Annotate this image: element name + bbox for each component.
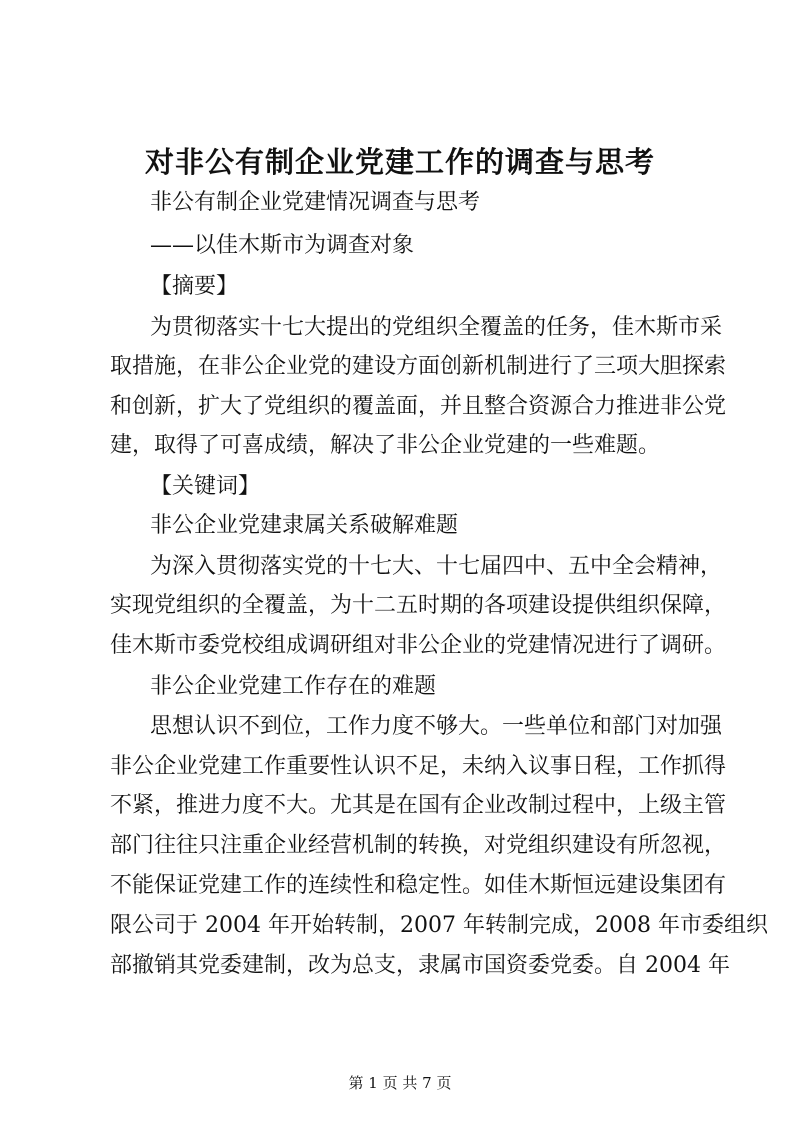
intro-line: 实现党组织的全覆盖，为十二五时期的各项建设提供组织保障， (110, 593, 727, 618)
body-line: 部门往往只注重企业经营机制的转换，对党组织建设有所忽视， (110, 833, 727, 858)
body-line: 不能保证党建工作的连续性和稳定性。如佳木斯恒远建设集团有 (110, 873, 727, 898)
abstract-line: 和创新，扩大了党组织的覆盖面，并且整合资源合力推进非公党 (110, 394, 727, 419)
subtitle-secondary: ——以佳木斯市为调查对象 (150, 233, 415, 258)
keywords-heading: 【关键词】 (150, 474, 261, 499)
page-footer: 第 1 页 共 7 页 (348, 1074, 452, 1092)
body-line: 不紧，推进力度不大。尤其是在国有企业改制过程中，上级主管 (110, 793, 727, 818)
body-line: 思想认识不到位，工作力度不够大。一些单位和部门对加强 (150, 714, 723, 739)
document-title: 对非公有制企业党建工作的调查与思考 (144, 145, 655, 179)
intro-line: 为深入贯彻落实党的十七大、十七届四中、五中全会精神， (150, 554, 723, 579)
abstract-heading: 【摘要】 (150, 274, 239, 299)
subtitle: 非公有制企业党建情况调查与思考 (150, 190, 481, 215)
intro-line: 佳木斯市委党校组成调研组对非公企业的党建情况进行了调研。 (110, 633, 727, 658)
abstract-line: 建，取得了可喜成绩，解决了非公企业党建的一些难题。 (110, 433, 661, 458)
keywords: 非公企业党建隶属关系破解难题 (150, 513, 459, 538)
body-line: 限公司于 2004 年开始转制，2007 年转制完成，2008 年市委组织 (110, 913, 768, 938)
abstract-line: 为贯彻落实十七大提出的党组织全覆盖的任务，佳木斯市采 (150, 315, 723, 340)
section-heading: 非公企业党建工作存在的难题 (150, 674, 437, 699)
body-line: 非公企业党建工作重要性认识不足，未纳入议事日程，工作抓得 (110, 754, 727, 779)
body-line: 部撤销其党委建制，改为总支，隶属市国资委党委。自 2004 年 (110, 953, 730, 978)
abstract-line: 取措施，在非公企业党的建设方面创新机制进行了三项大胆探索 (110, 354, 727, 379)
